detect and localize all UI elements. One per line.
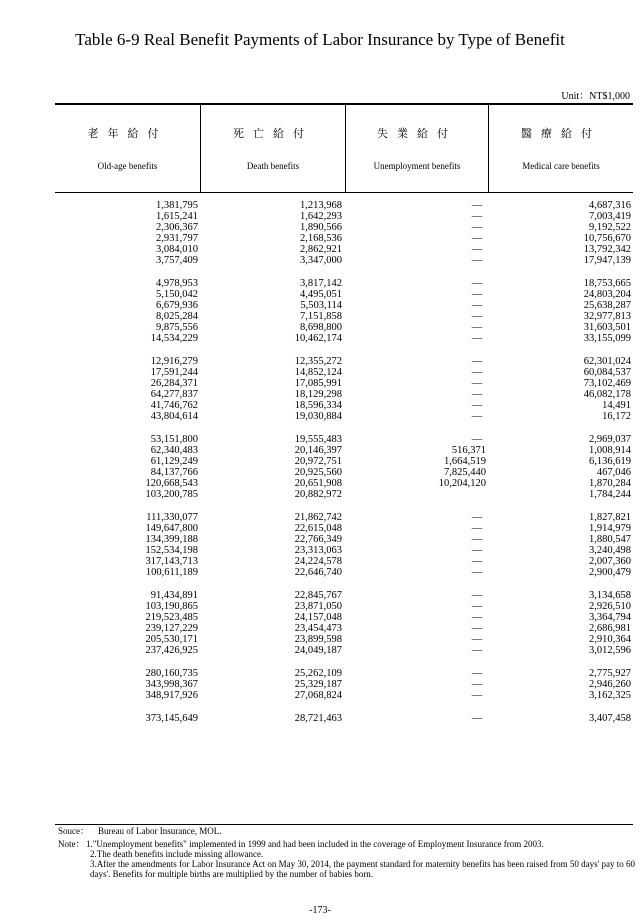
source-text: Bureau of Labor Insurance, MOL. <box>98 826 222 836</box>
table-cell: 1,213,968 <box>300 200 342 211</box>
table-cell: — <box>471 233 483 244</box>
table-row <box>55 255 633 266</box>
header-death <box>201 105 345 192</box>
table-cell: 53,151,800 <box>150 434 198 445</box>
table-cell: 20,972,751 <box>294 456 342 467</box>
table-cell: 348,917,926 <box>145 690 198 701</box>
table-cell: 61,129,249 <box>150 456 198 467</box>
table-row <box>55 668 633 679</box>
table-cell: 22,615,048 <box>294 523 342 534</box>
table-cell: 31,603,501 <box>583 322 631 333</box>
table-row <box>55 612 633 623</box>
table-cell: 7,151,858 <box>300 311 342 322</box>
table-cell: — <box>471 545 483 556</box>
table-cell: 6,679,936 <box>156 300 198 311</box>
table-cell: 111,330,077 <box>146 512 198 523</box>
table-cell: 3,347,000 <box>300 255 342 266</box>
table-row <box>55 478 633 489</box>
table-cell: — <box>471 367 483 378</box>
table-cell: 103,190,865 <box>145 601 198 612</box>
table-cell: 19,030,884 <box>294 411 342 422</box>
header-rule <box>55 192 633 193</box>
table-cell: — <box>471 333 483 344</box>
table-cell: 2,946,260 <box>589 679 631 690</box>
table-cell: — <box>471 512 483 523</box>
table-cell: 13,792,342 <box>583 244 631 255</box>
table-cell: 2,900,479 <box>589 567 631 578</box>
table-cell: 1,615,241 <box>156 211 198 222</box>
table-cell: 134,399,188 <box>145 534 198 545</box>
table-cell: — <box>471 322 483 333</box>
table-cell: — <box>471 356 483 367</box>
table-row <box>55 289 633 300</box>
row-group <box>55 200 633 266</box>
header-medical <box>489 105 633 192</box>
table-cell: 3,134,658 <box>589 590 631 601</box>
table-cell: 14,534,229 <box>150 333 198 344</box>
table-cell: 4,978,953 <box>156 278 198 289</box>
table-cell: 28,721,463 <box>294 713 342 724</box>
table-cell: 149,647,800 <box>145 523 198 534</box>
note-label: Note： <box>58 839 85 849</box>
table-cell: — <box>471 523 483 534</box>
table-cell: 1,642,293 <box>300 211 342 222</box>
table-cell: 10,204,120 <box>438 478 486 489</box>
table-cell: 1,664,519 <box>444 456 486 467</box>
data-table <box>55 200 633 736</box>
table-cell: 280,160,735 <box>145 668 198 679</box>
table-cell: 26,284,371 <box>150 378 198 389</box>
table-cell: 8,698,800 <box>300 322 342 333</box>
table-row <box>55 567 633 578</box>
table-row <box>55 456 633 467</box>
table-cell: 1,381,795 <box>156 200 198 211</box>
header-zh: 失業給付 <box>377 127 457 140</box>
table-cell: 10,462,174 <box>294 333 342 344</box>
table-cell: 1,890,566 <box>300 222 342 233</box>
page-title: Table 6-9 Real Benefit Payments of Labor Insurance by Type of Benefit <box>75 30 565 49</box>
table-cell: 373,145,649 <box>145 713 198 724</box>
table-row <box>55 367 633 378</box>
table-row <box>55 356 633 367</box>
table-row <box>55 690 633 701</box>
table-row <box>55 623 633 634</box>
table-cell: 1,880,547 <box>589 534 631 545</box>
table-cell: 23,313,063 <box>294 545 342 556</box>
table-cell: 33,155,099 <box>583 333 631 344</box>
table-cell: 1,827,821 <box>589 512 631 523</box>
table-cell: — <box>471 244 483 255</box>
table-cell: — <box>471 668 483 679</box>
table-cell: 64,277,837 <box>150 389 198 400</box>
table-cell: 3,240,498 <box>589 545 631 556</box>
table-cell: — <box>471 601 483 612</box>
table-cell: 4,495,051 <box>300 289 342 300</box>
table-cell: 2,686,981 <box>589 623 631 634</box>
header-en: Old-age benefits <box>97 161 158 171</box>
table-cell: 18,129,298 <box>294 389 342 400</box>
table-cell: 6,136,619 <box>589 456 631 467</box>
table-row <box>55 278 633 289</box>
row-group <box>55 668 633 701</box>
table-cell: 24,224,578 <box>294 556 342 567</box>
table-cell: 120,668,543 <box>145 478 198 489</box>
header-en: Death benefits <box>246 161 300 171</box>
table-cell: 2,910,364 <box>589 634 631 645</box>
row-group <box>55 278 633 344</box>
table-cell: 62,301,024 <box>583 356 631 367</box>
table-cell: 9,875,556 <box>156 322 198 333</box>
table-cell: 17,947,139 <box>583 255 631 266</box>
table-row <box>55 679 633 690</box>
table-cell: 467,046 <box>596 467 631 478</box>
table-row <box>55 534 633 545</box>
table-cell: 14,852,124 <box>294 367 342 378</box>
table-row <box>55 389 633 400</box>
table-cell: 25,329,187 <box>294 679 342 690</box>
table-cell: 21,862,742 <box>294 512 342 523</box>
table-row <box>55 601 633 612</box>
table-cell: 2,306,367 <box>156 222 198 233</box>
table-cell: 343,998,367 <box>145 679 198 690</box>
table-cell: — <box>471 556 483 567</box>
header-old-age <box>55 105 200 192</box>
note-3: 3.After the amendments for Labor Insurance Act on May 30, 2014, the payment standard for maternity benefits has been raised from 50 days' pay to 60 days'. Benefits for multiple births are multiplied by the number of babies born. <box>90 859 635 879</box>
table-cell: 73,102,469 <box>583 378 631 389</box>
table-cell: — <box>471 400 483 411</box>
table-cell: 12,355,272 <box>294 356 342 367</box>
table-cell: — <box>471 300 483 311</box>
table-cell: 3,407,458 <box>589 713 631 724</box>
table-cell: — <box>471 567 483 578</box>
table-row <box>55 523 633 534</box>
table-row <box>55 300 633 311</box>
column-divider <box>200 105 201 192</box>
table-cell: — <box>471 679 483 690</box>
table-cell: — <box>471 311 483 322</box>
table-cell: 20,882,972 <box>294 489 342 500</box>
table-row <box>55 467 633 478</box>
table-row <box>55 634 633 645</box>
table-cell: 152,534,198 <box>145 545 198 556</box>
table-cell: 12,916,279 <box>150 356 198 367</box>
table-cell: 2,969,037 <box>589 434 631 445</box>
table-row <box>55 445 633 456</box>
table-cell: 317,143,713 <box>145 556 198 567</box>
table-cell: 41,746,762 <box>150 400 198 411</box>
table-cell: 24,157,048 <box>294 612 342 623</box>
row-group <box>55 434 633 500</box>
table-row <box>55 322 633 333</box>
table-cell: — <box>471 645 483 656</box>
table-cell: 219,523,485 <box>145 612 198 623</box>
table-row <box>55 489 633 500</box>
unit-label: Unit：NT$1,000 <box>561 91 630 102</box>
row-group <box>55 713 633 724</box>
table-row <box>55 411 633 422</box>
table-row <box>55 333 633 344</box>
table-cell: 100,611,189 <box>145 567 198 578</box>
table-cell: 32,977,813 <box>583 311 631 322</box>
row-group <box>55 356 633 422</box>
table-cell: — <box>471 612 483 623</box>
table-row <box>55 400 633 411</box>
table-row <box>55 512 633 523</box>
table-cell: 27,068,824 <box>294 690 342 701</box>
notes-section <box>58 826 636 901</box>
table-cell: 16,172 <box>602 411 631 422</box>
table-cell: 22,845,767 <box>294 590 342 601</box>
table-cell: — <box>471 623 483 634</box>
table-cell: 19,555,483 <box>294 434 342 445</box>
note-1: 1."Unemployment benefits" implemented in 1999 and had been included in the coverage of Employment Insurance from 2003. <box>86 839 544 849</box>
column-divider <box>345 105 346 192</box>
row-group <box>55 512 633 578</box>
table-row <box>55 434 633 445</box>
table-cell: 25,262,109 <box>294 668 342 679</box>
table-cell: 5,503,114 <box>300 300 342 311</box>
table-cell: 4,687,316 <box>589 200 631 211</box>
table-cell: — <box>471 411 483 422</box>
table-cell: 3,757,409 <box>156 255 198 266</box>
table-row <box>55 233 633 244</box>
header-zh: 死亡給付 <box>233 127 313 140</box>
table-cell: 2,862,921 <box>300 244 342 255</box>
table-cell: 103,200,785 <box>145 489 198 500</box>
table-cell: 25,638,287 <box>583 300 631 311</box>
table-cell: 46,082,178 <box>583 389 631 400</box>
table-cell: 3,012,596 <box>589 645 631 656</box>
table-cell: 18,596,334 <box>294 400 342 411</box>
table-cell: 7,003,419 <box>589 211 631 222</box>
table-cell: — <box>471 289 483 300</box>
table-cell: 84,137,766 <box>150 467 198 478</box>
table-row <box>55 244 633 255</box>
header-en: Medical care benefits <box>522 161 600 171</box>
column-divider <box>488 105 489 192</box>
table-row <box>55 200 633 211</box>
table-cell: 23,899,598 <box>294 634 342 645</box>
table-cell: 9,192,522 <box>589 222 631 233</box>
table-cell: 516,371 <box>451 445 486 456</box>
table-cell: — <box>471 211 483 222</box>
table-cell: 17,085,991 <box>294 378 342 389</box>
table-cell: 2,775,927 <box>589 668 631 679</box>
table-row <box>55 222 633 233</box>
table-cell: 3,084,010 <box>156 244 198 255</box>
table-cell: 2,007,360 <box>589 556 631 567</box>
table-cell: 3,364,794 <box>589 612 631 623</box>
table-cell: 20,925,560 <box>294 467 342 478</box>
note-2: 2.The death benefits include missing allowance. <box>90 849 264 859</box>
table-cell: 2,931,797 <box>156 233 198 244</box>
table-cell: 8,025,284 <box>156 311 198 322</box>
page-number: -173- <box>309 905 331 916</box>
table-cell: 1,008,914 <box>589 445 631 456</box>
table-cell: 10,756,670 <box>583 233 631 244</box>
table-cell: 237,426,925 <box>145 645 198 656</box>
table-cell: 239,127,229 <box>145 623 198 634</box>
table-row <box>55 590 633 601</box>
table-row <box>55 545 633 556</box>
table-row <box>55 556 633 567</box>
table-cell: — <box>471 222 483 233</box>
table-cell: 18,753,665 <box>583 278 631 289</box>
table-cell: 205,530,171 <box>145 634 198 645</box>
table-cell: — <box>471 634 483 645</box>
table-cell: 20,651,908 <box>294 478 342 489</box>
table-cell: — <box>471 378 483 389</box>
table-cell: 1,784,244 <box>589 489 631 500</box>
table-cell: — <box>471 713 483 724</box>
table-cell: 2,926,510 <box>589 601 631 612</box>
table-cell: — <box>471 434 483 445</box>
table-cell: — <box>471 590 483 601</box>
table-cell: — <box>471 278 483 289</box>
table-row <box>55 311 633 322</box>
table-row <box>55 378 633 389</box>
table-cell: 3,817,142 <box>300 278 342 289</box>
table-cell: 5,150,042 <box>156 289 198 300</box>
table-cell: 24,803,204 <box>583 289 631 300</box>
table-cell: — <box>471 255 483 266</box>
bottom-rule <box>55 824 633 825</box>
table-cell: — <box>471 690 483 701</box>
table-cell: 20,146,397 <box>294 445 342 456</box>
table-cell: 7,825,440 <box>444 467 486 478</box>
table-cell: 91,434,891 <box>150 590 198 601</box>
table-cell: 23,454,473 <box>294 623 342 634</box>
header-en: Unemployment benefits <box>373 161 461 171</box>
table-cell: 23,871,050 <box>294 601 342 612</box>
header-zh: 老年給付 <box>87 127 168 140</box>
table-cell: 22,766,349 <box>294 534 342 545</box>
row-group <box>55 590 633 656</box>
table-cell: 62,340,483 <box>150 445 198 456</box>
table-cell: 2,168,536 <box>300 233 342 244</box>
table-cell: 1,914,979 <box>589 523 631 534</box>
table-cell: 1,870,284 <box>589 478 631 489</box>
header-unemployment <box>346 105 488 192</box>
table-cell: 3,162,325 <box>589 690 631 701</box>
table-cell: 43,804,614 <box>150 411 198 422</box>
table-cell: 14,491 <box>602 400 631 411</box>
table-cell: 60,084,537 <box>583 367 631 378</box>
table-cell: 22,646,740 <box>294 567 342 578</box>
table-row <box>55 211 633 222</box>
table-row <box>55 713 633 724</box>
table-cell: 17,591,244 <box>150 367 198 378</box>
table-cell: 24,049,187 <box>294 645 342 656</box>
source-label: Souce： <box>58 826 89 836</box>
table-cell: — <box>471 200 483 211</box>
table-cell: — <box>471 389 483 400</box>
table-cell: — <box>471 534 483 545</box>
table-row <box>55 645 633 656</box>
header-zh: 醫療給付 <box>521 127 601 140</box>
